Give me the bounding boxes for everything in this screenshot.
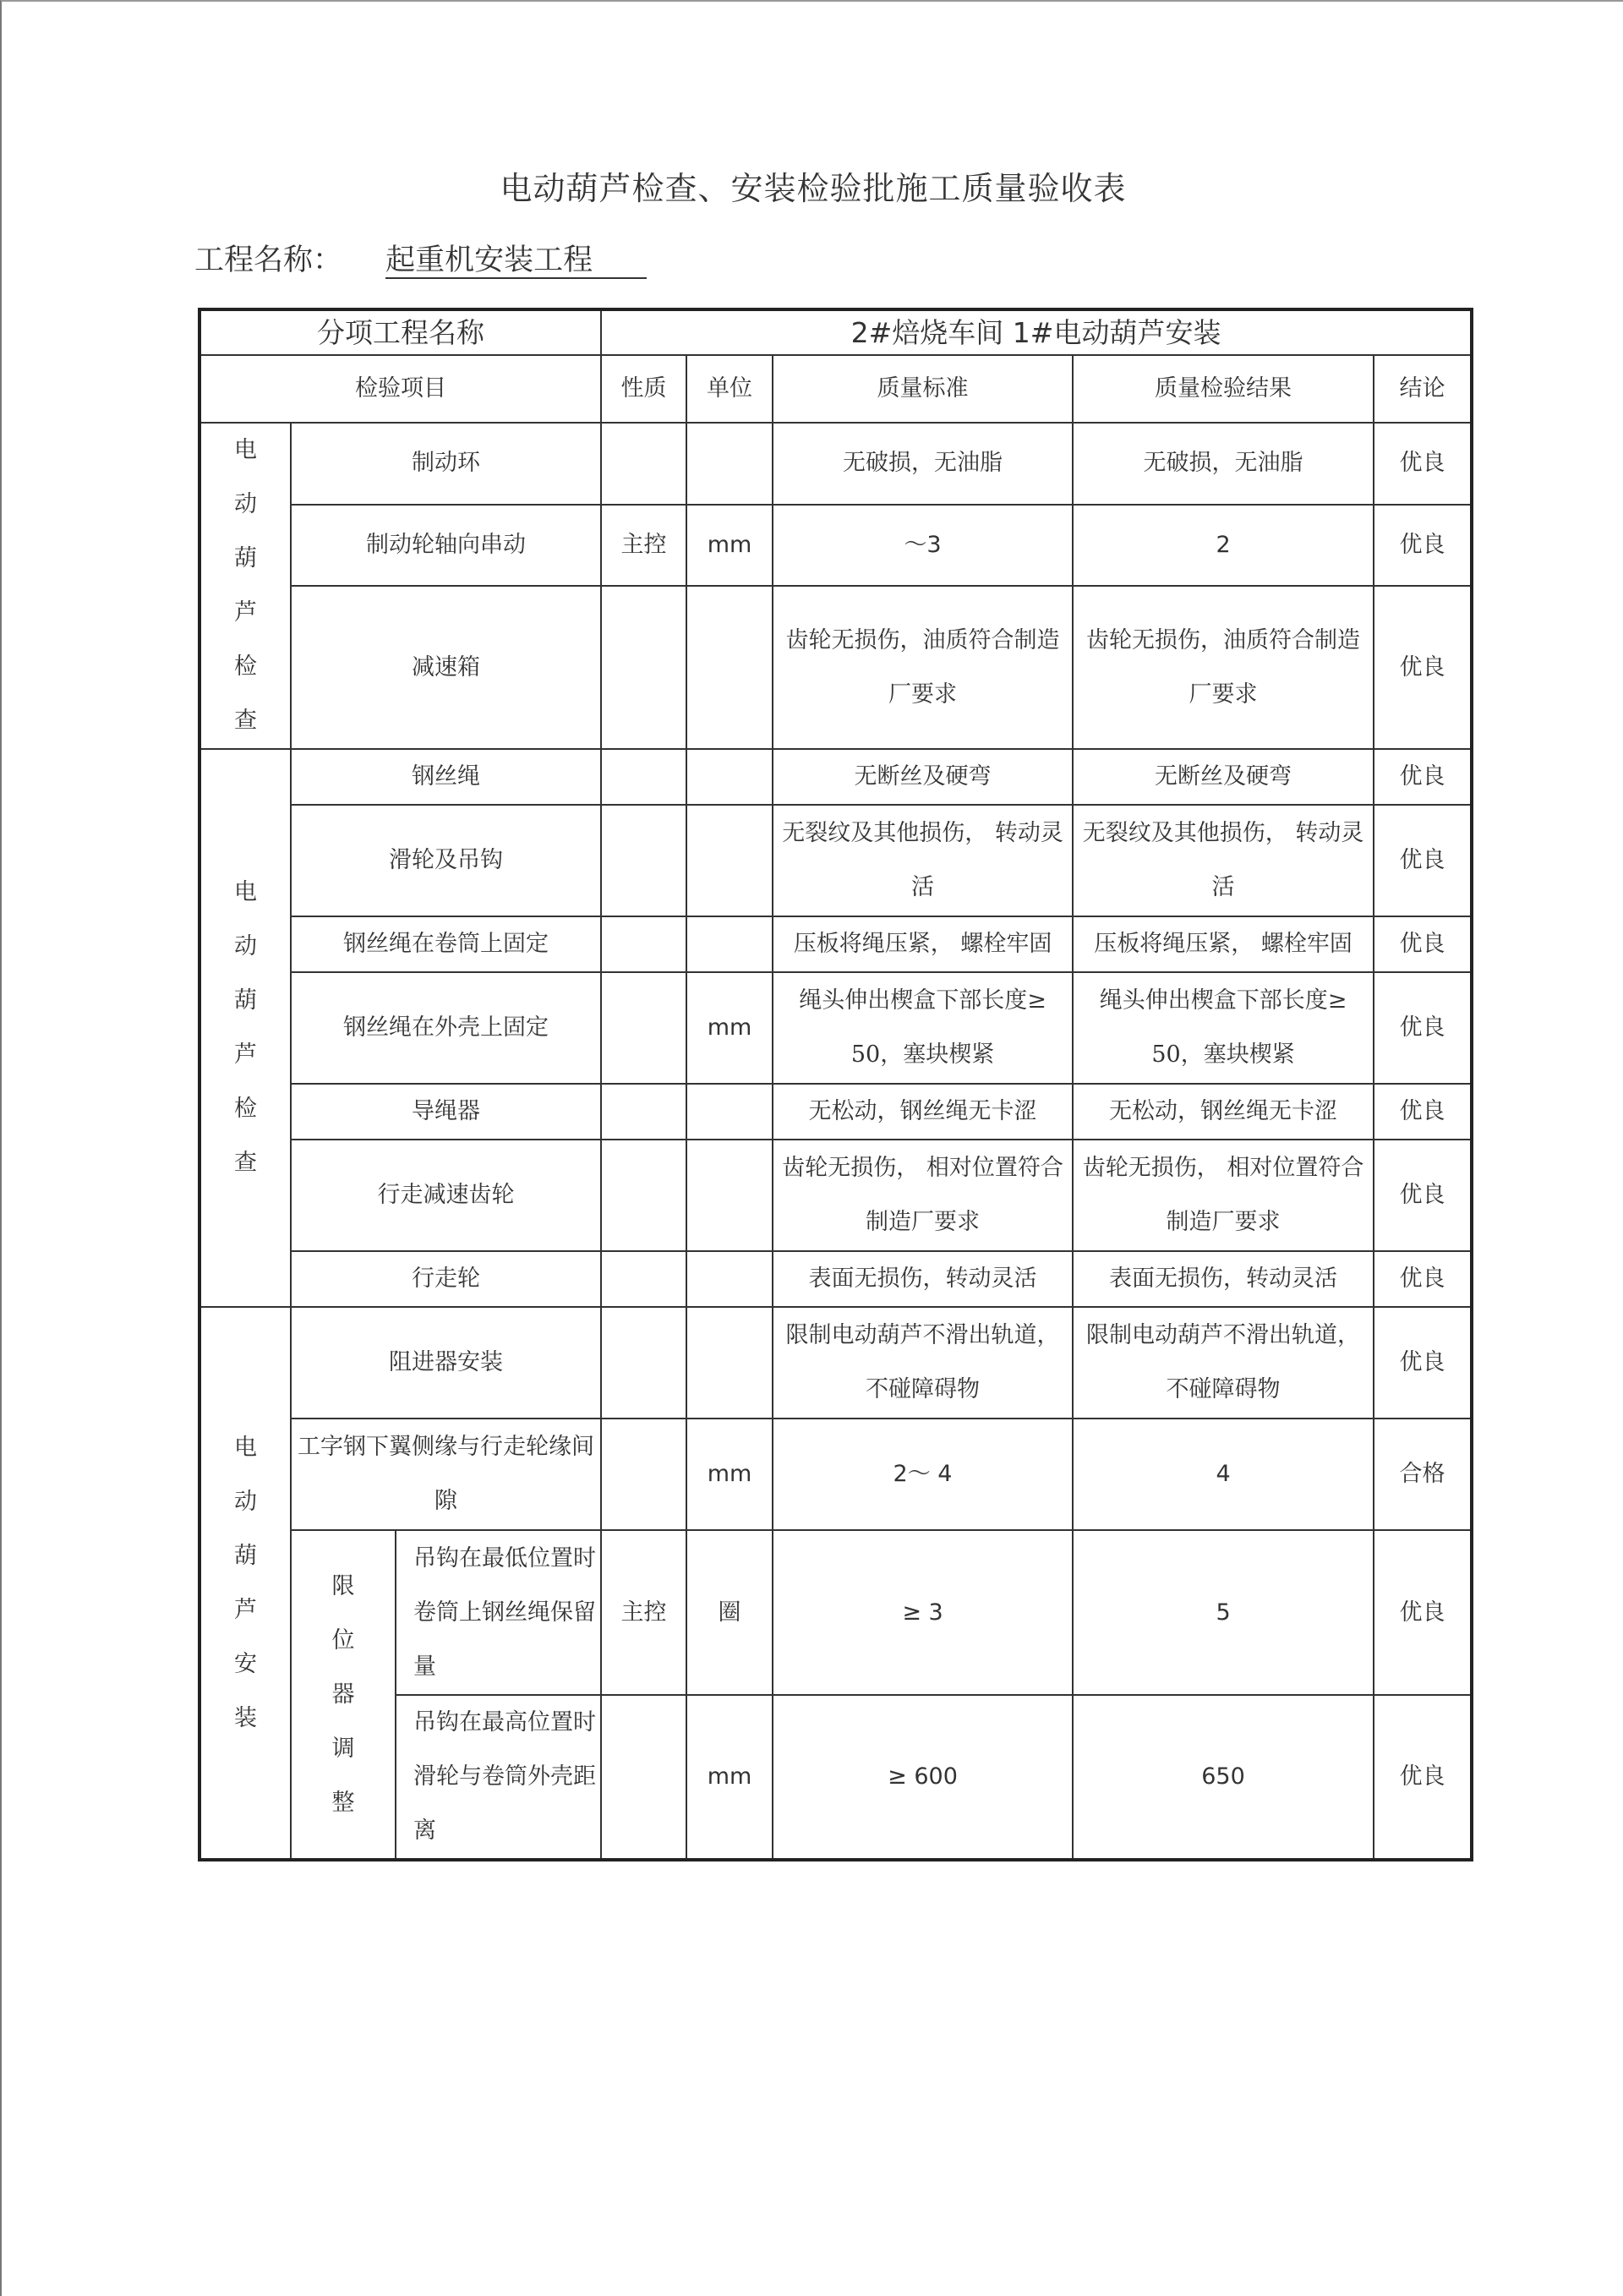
group-label: 电动葫芦检查	[199, 749, 291, 1307]
row-conclusion: 优良	[1374, 1530, 1472, 1695]
row-result: 齿轮无损伤，油质符合制造厂要求	[1073, 586, 1374, 749]
row-unit	[686, 423, 773, 505]
row-item: 行走减速齿轮	[291, 1140, 601, 1251]
row-standard: 无裂纹及其他损伤， 转动灵活	[773, 805, 1073, 916]
row-conclusion: 优良	[1374, 916, 1472, 972]
row-result: 5	[1073, 1530, 1374, 1695]
row-unit	[686, 1307, 773, 1419]
row-nature	[601, 1307, 686, 1419]
row-nature	[601, 805, 686, 916]
row-unit	[686, 1251, 773, 1307]
row-unit: mm	[686, 972, 773, 1084]
row-nature	[601, 1419, 686, 1530]
row-standard: 无松动，钢丝绳无卡涩	[773, 1084, 1073, 1140]
group-label: 电动葫芦安装	[199, 1307, 291, 1860]
row-conclusion: 优良	[1374, 1695, 1472, 1860]
row-conclusion: 优良	[1374, 1084, 1472, 1140]
row-standard: 无断丝及硬弯	[773, 749, 1073, 805]
row-conclusion: 优良	[1374, 1251, 1472, 1307]
row-item: 钢丝绳在卷筒上固定	[291, 916, 601, 972]
row-nature	[601, 586, 686, 749]
row-unit: mm	[686, 505, 773, 587]
page-title: 电动葫芦检查、安装检验批施工质量验收表	[500, 170, 1127, 207]
row-result: 无裂纹及其他损伤， 转动灵活	[1073, 805, 1374, 916]
header-nature: 性质	[601, 355, 686, 423]
row-unit	[686, 1084, 773, 1140]
table-row	[199, 586, 1472, 749]
row-conclusion: 优良	[1374, 423, 1472, 505]
row-conclusion: 优良	[1374, 972, 1472, 1084]
row-standard: 绳头伸出楔盒下部长度≥ 50，塞块楔紧	[773, 972, 1073, 1084]
row-result: 无断丝及硬弯	[1073, 749, 1374, 805]
row-item: 工字钢下翼侧缘与行走轮缘间隙	[291, 1419, 601, 1530]
row-standard: 限制电动葫芦不滑出轨道，不碰障碍物	[773, 1307, 1073, 1419]
row-standard: 无破损，无油脂	[773, 423, 1073, 505]
row-nature	[601, 972, 686, 1084]
group-label: 电动葫芦检查	[199, 423, 291, 749]
header-result: 质量检验结果	[1073, 355, 1374, 423]
header-row	[199, 355, 1472, 423]
row-unit: mm	[686, 1419, 773, 1530]
row-item: 阻进器安装	[291, 1307, 601, 1419]
row-nature	[601, 1695, 686, 1860]
row-result: 齿轮无损伤， 相对位置符合制造厂要求	[1073, 1140, 1374, 1251]
table-row	[199, 1084, 1472, 1140]
row-result: 限制电动葫芦不滑出轨道，不碰障碍物	[1073, 1307, 1374, 1419]
table-row	[199, 749, 1472, 805]
header-conclusion: 结论	[1374, 355, 1472, 423]
row-item: 吊钩在最低位置时卷筒上钢丝绳保留量	[396, 1530, 601, 1695]
table-row	[199, 1530, 1472, 1695]
row-standard: 齿轮无损伤， 相对位置符合制造厂要求	[773, 1140, 1073, 1251]
project-label: 工程名称：	[194, 243, 343, 277]
row-standard: 表面无损伤，转动灵活	[773, 1251, 1073, 1307]
row-unit	[686, 1140, 773, 1251]
row-standard: 压板将绳压紧， 螺栓牢固	[773, 916, 1073, 972]
row-item: 制动轮轴向串动	[291, 505, 601, 587]
row-result: 表面无损伤，转动灵活	[1073, 1251, 1374, 1307]
table-row	[199, 1419, 1472, 1530]
row-nature	[601, 1084, 686, 1140]
row-unit	[686, 916, 773, 972]
row-unit: mm	[686, 1695, 773, 1860]
header-item: 检验项目	[199, 355, 601, 423]
table-row	[199, 805, 1472, 916]
row-nature: 主控	[601, 505, 686, 587]
row-result: 无破损，无油脂	[1073, 423, 1374, 505]
row-conclusion: 优良	[1374, 505, 1472, 587]
row-item: 导绳器	[291, 1084, 601, 1140]
table-row	[199, 505, 1472, 587]
row-nature: 主控	[601, 1530, 686, 1695]
row-conclusion: 优良	[1374, 749, 1472, 805]
row-nature	[601, 423, 686, 505]
row-standard: 2～ 4	[773, 1419, 1073, 1530]
row-result: 650	[1073, 1695, 1374, 1860]
row-unit	[686, 805, 773, 916]
row-conclusion: 优良	[1374, 586, 1472, 749]
table-row	[199, 1251, 1472, 1307]
row-item: 钢丝绳在外壳上固定	[291, 972, 601, 1084]
row-item: 减速箱	[291, 586, 601, 749]
header-standard: 质量标准	[773, 355, 1073, 423]
limit-group-label: 限位器调整	[291, 1530, 396, 1860]
subproject-row	[199, 309, 1472, 355]
subproject-value: 2#焙烧车间 1#电动葫芦安装	[601, 309, 1472, 355]
table-row	[199, 916, 1472, 972]
row-conclusion: 合格	[1374, 1419, 1472, 1530]
row-result: 2	[1073, 505, 1374, 587]
table-row	[199, 1140, 1472, 1251]
row-unit	[686, 749, 773, 805]
row-result: 绳头伸出楔盒下部长度≥ 50，塞块楔紧	[1073, 972, 1374, 1084]
table-row	[199, 1307, 1472, 1419]
row-unit: 圈	[686, 1530, 773, 1695]
row-result: 无松动，钢丝绳无卡涩	[1073, 1084, 1374, 1140]
row-standard: ～3	[773, 505, 1073, 587]
project-name-line	[194, 237, 647, 277]
row-nature	[601, 749, 686, 805]
header-unit: 单位	[686, 355, 773, 423]
project-value: 起重机安装工程	[385, 243, 647, 279]
row-item: 行走轮	[291, 1251, 601, 1307]
row-nature	[601, 1140, 686, 1251]
inspection-table	[198, 308, 1473, 1861]
table-row	[199, 423, 1472, 505]
row-item: 滑轮及吊钩	[291, 805, 601, 916]
row-conclusion: 优良	[1374, 805, 1472, 916]
row-item: 钢丝绳	[291, 749, 601, 805]
row-result: 压板将绳压紧， 螺栓牢固	[1073, 916, 1374, 972]
subproject-label: 分项工程名称	[199, 309, 601, 355]
row-standard: 齿轮无损伤，油质符合制造厂要求	[773, 586, 1073, 749]
row-standard: ≥ 3	[773, 1530, 1073, 1695]
row-conclusion: 优良	[1374, 1140, 1472, 1251]
row-item: 制动环	[291, 423, 601, 505]
row-item: 吊钩在最高位置时滑轮与卷筒外壳距离	[396, 1695, 601, 1860]
row-nature	[601, 1251, 686, 1307]
row-standard: ≥ 600	[773, 1695, 1073, 1860]
row-conclusion: 优良	[1374, 1307, 1472, 1419]
row-result: 4	[1073, 1419, 1374, 1530]
row-unit	[686, 586, 773, 749]
table-row	[199, 972, 1472, 1084]
row-nature	[601, 916, 686, 972]
